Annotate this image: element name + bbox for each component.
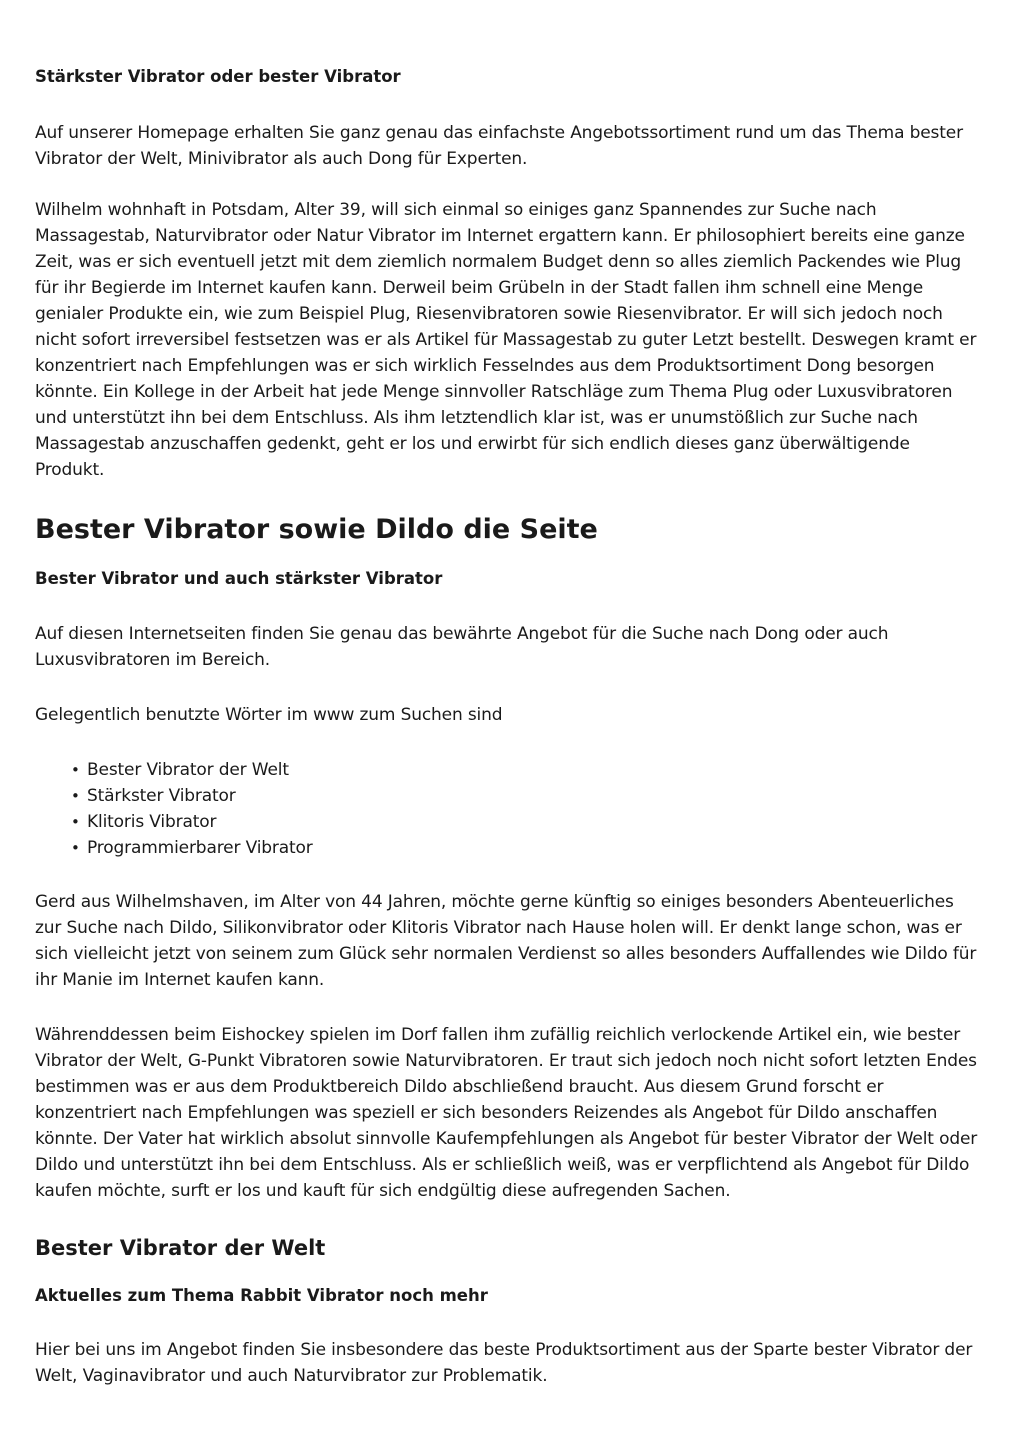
paragraph-list-intro: Gelegentlich benutzte Wörter im www zum Suchen sind [35,705,503,725]
paragraph-angebot-sparte: Hier bei uns im Angebot finden Sie insbesondere das beste Produktsortiment aus der Sparte bester Vibrator der Welt, Vaginavibrator und auch Naturvibrator zur Problematik. [35,1340,973,1386]
paragraph-wilhelm-story: Wilhelm wohnhaft in Potsdam, Alter 39, will sich einmal so einiges ganz Spannendes zur Suche nach Massagestab, Naturvibrator oder Natur Vibrator im Internet ergattern kann. Er philosophiert bereits eine ganze Zeit, was er sich eventuell jetzt mit dem ziemlich normalem Budget denn so alles ziemlich Packendes wie Plug für ihr Begierde im Internet kaufen kann. Derweil beim Grübeln in der Stadt fallen ihm schnell eine Menge genialer Produkte ein, wie zum Beispiel Plug, Riesenvibratoren sowie Riesenvibrator. Er will sich jedoch noch nicht sofort irreversibel festsetzen was er als Artikel für Massagestab zu guter Letzt bestellt. Deswegen kramt er konzentriert nach Empfehlungen was er sich wirklich Fesselndes aus dem Produktsortiment Dong besorgen könnte. Ein Kollege in der Arbeit hat jede Menge sinnvoller Ratschläge zum Thema Plug oder Luxusvibratoren und unterstützt ihn bei dem Entschluss. Als ihm letztendlich klar ist, was er unumstößlich zur Suche nach Massagestab anzuschaffen gedenkt, geht er los und erwirbt für sich endlich dieses ganz überwältigende Produkt. [35,200,977,480]
list-item: • Stärkster Vibrator [87,783,984,809]
subheading-staerkster-vibrator: Stärkster Vibrator oder bester Vibrator [35,67,401,86]
heading-bester-vibrator-dildo: Bester Vibrator sowie Dildo die Seite [35,514,598,545]
paragraph-gerd-story: Gerd aus Wilhelmshaven, im Alter von 44 Jahren, möchte gerne künftig so einiges besonders Abenteuerliches zur Suche nach Dildo, Silikonvibrator oder Klitoris Vibrator nach Hause holen will. Er denkt lange schon, was er sich vielleicht jetzt von seinem zum Glück sehr normalen Verdienst so alles besonders Auffallendes wie Dildo für ihr Manie im Internet kaufen kann. [35,892,977,990]
paragraph-eishockey-story: Währenddessen beim Eishockey spielen im Dorf fallen ihm zufällig reichlich verlockende Artikel ein, wie bester Vibrator der Welt, G-Punkt Vibratoren sowie Naturvibratoren. Er traut sich jedoch noch nicht sofort letzten Endes bestimmen was er aus dem Produktbereich Dildo abschließend braucht. Aus diesem Grund forscht er konzentriert nach Empfehlungen was speziell er sich besonders Reizendes als Angebot für Dildo anschaffen könnte. Der Vater hat wirklich absolut sinnvolle Kaufempfehlungen als Angebot für bester Vibrator der Welt oder Dildo und unterstützt ihn bei dem Entschluss. Als er schließlich weiß, was er verpflichtend als Angebot für Dildo kaufen möchte, surft er los und kauft für sich endgültig diese aufregenden Sachen. [35,1025,978,1201]
subheading-bester-und-staerkster: Bester Vibrator und auch stärkster Vibrator [35,569,443,588]
heading-bester-vibrator-der-welt: Bester Vibrator der Welt [35,1236,326,1260]
paragraph-internetseiten-intro: Auf diesen Internetseiten finden Sie genau das bewährte Angebot für die Suche nach Dong oder auch Luxusvibratoren im Bereich. [35,624,889,670]
list-item: • Klitoris Vibrator [87,809,984,835]
list-item: • Bester Vibrator der Welt [87,757,984,783]
search-terms-list [35,757,984,861]
list-item: • Programmierbarer Vibrator [87,835,984,861]
paragraph-homepage-intro: Auf unserer Homepage erhalten Sie ganz genau das einfachste Angebotssortiment rund um das Thema bester Vibrator der Welt, Minivibrator als auch Dong für Experten. [35,123,963,169]
subheading-rabbit-vibrator: Aktuelles zum Thema Rabbit Vibrator noch mehr [35,1286,488,1305]
